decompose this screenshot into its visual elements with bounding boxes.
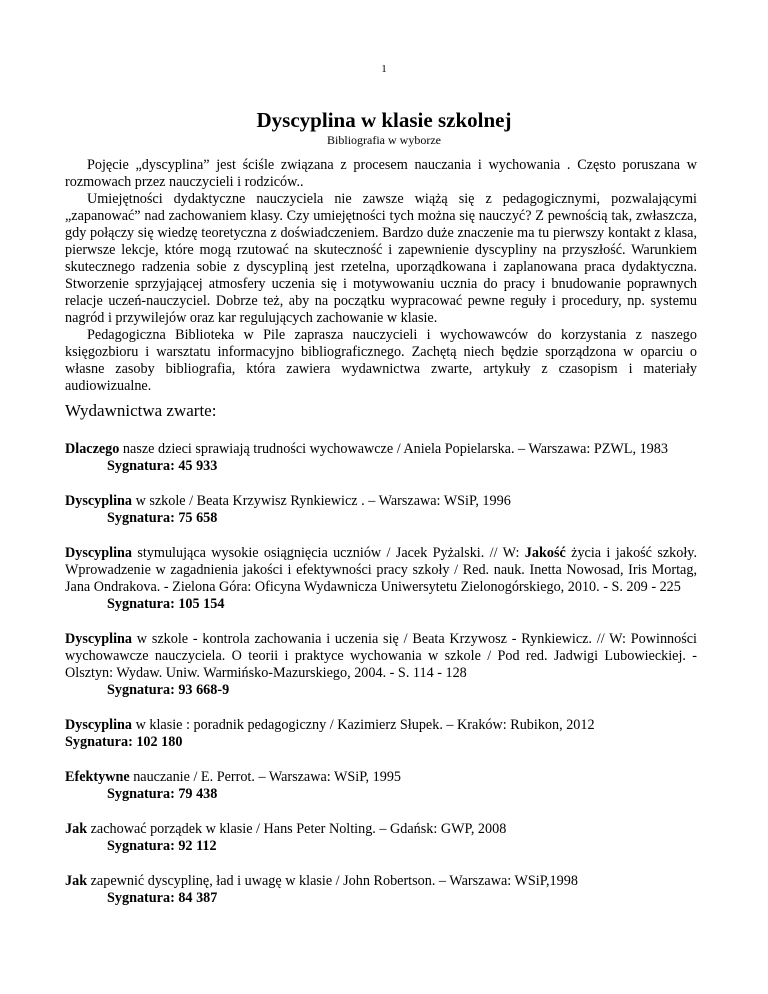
entry-text: nasze dzieci sprawiają trudności wychowawcze / Aniela Popielarska. – Warszawa: PZWL, 1983 bbox=[119, 441, 668, 457]
page-title: Dyscyplina w klasie szkolnej bbox=[256, 108, 512, 132]
entry-inner-bold: Jakość bbox=[524, 545, 566, 561]
entry-lead-word: Dyscyplina bbox=[65, 631, 133, 647]
bibliography-entry bbox=[65, 769, 697, 803]
entry-text: w szkole / Beata Krzywisz Rynkiewicz . – Warszawa: WSiP, 1996 bbox=[132, 493, 511, 509]
bibliography-entry bbox=[65, 631, 697, 699]
intro-paragraph: Umiejętności dydaktyczne nauczyciela nie zawsze wiążą się z pedagogicznymi, pozwalającymi „zapanować” nad zachowaniem klasy. Czy umiejętności tych można się nauczyć? Z pewnością tak, zwłaszcza, gdy połączy się wiedzę teoretyczna z doświadczeniem. Bardzo duże znaczenie ma tu pierwszy kontakt z klasa, pierwsze lekcje, które mogą rzutować na skuteczność i zapewnienie dyscypliny na przyszłość. Warunkiem skutecznego radzenia sobie z dyscypliną jest rzetelna, uporządkowana i zaplanowana praca dydaktyczna. Stworzenie sprzyjającej atmosfery uczenia się i motywowaniu ucznia do pracy i bnudowanie poprawnych relacje uczeń-nauczyciel. Dobrze też, aby na początku wypracować pewne reguły i procedury, np. systemu nagród i przywilejów oraz kar regulujących zachowanie w klasie. bbox=[65, 191, 697, 326]
entry-signature: Sygnatura: 84 387 bbox=[107, 890, 218, 906]
entry-lead-word: Dlaczego bbox=[65, 441, 120, 457]
entry-text: stymulująca wysokie osiągnięcia uczniów / Jacek Pyżalski. // W: bbox=[132, 545, 525, 561]
entry-text: w klasie : poradnik pedagogiczny / Kazimierz Słupek. – Kraków: Rubikon, 2012 bbox=[132, 717, 595, 733]
entry-lead-word: Jak bbox=[65, 873, 88, 889]
entry-signature: Sygnatura: 79 438 bbox=[107, 786, 218, 802]
entry-signature: Sygnatura: 93 668-9 bbox=[107, 682, 230, 698]
bibliography-list bbox=[65, 441, 697, 925]
entry-text: nauczanie / E. Perrot. – Warszawa: WSiP, 1995 bbox=[129, 769, 402, 785]
bibliography-entry bbox=[65, 873, 697, 907]
bibliography-entry bbox=[65, 441, 697, 475]
entry-signature: Sygnatura: 102 180 bbox=[65, 734, 183, 750]
page-subtitle: Bibliografia w wyborze bbox=[327, 133, 441, 147]
bibliography-entry bbox=[65, 717, 697, 751]
entry-text: w szkole - kontrola zachowania i uczenia się / Beata Krzywosz - Rynkiewicz. // W: Powinności wychowawcze nauczyciela. O teorii i praktyce wychowania w szkole / Pod red. Jadwigi Lubowieckiej. - Olsztyn: Wydaw. Uniw. Warmińsko-Mazurskiego, 2004. - S. 114 - 128 bbox=[65, 631, 697, 681]
entry-signature: Sygnatura: 92 112 bbox=[107, 838, 217, 854]
intro-paragraph: Pojęcie „dyscyplina” jest ściśle związana z procesem nauczania i wychowania . Często poruszana w rozmowach przez nauczycieli i rodziców.. bbox=[65, 157, 697, 190]
page-number: 1 bbox=[381, 63, 387, 75]
entry-signature: Sygnatura: 45 933 bbox=[107, 458, 218, 474]
entry-lead-word: Jak bbox=[65, 821, 88, 837]
entry-text: zapewnić dyscyplinę, ład i uwagę w klasie / John Robertson. – Warszawa: WSiP,1998 bbox=[87, 873, 578, 889]
entry-lead-word: Dyscyplina bbox=[65, 493, 133, 509]
bibliography-entry bbox=[65, 545, 697, 613]
entry-text-after: życia i jakość szkoły. Wprowadzenie w zagadnienia jakości i efektywności pracy szkoły / Red. nauk. Inetta Nowosad, Iris Mortag, Jana Ondrakova. - Zielona Góra: Oficyna Wydawnicza Uniwersytetu Zielonogórskiego, 2010. - S. 209 - 225 bbox=[65, 545, 697, 595]
entry-signature: Sygnatura: 105 154 bbox=[107, 596, 225, 612]
section-heading: Wydawnictwa zwarte: bbox=[65, 401, 217, 420]
entry-text: zachować porządek w klasie / Hans Peter Nolting. – Gdańsk: GWP, 2008 bbox=[87, 821, 507, 837]
entry-lead-word: Efektywne bbox=[65, 769, 130, 785]
intro-paragraph: Pedagogiczna Biblioteka w Pile zaprasza nauczycieli i wychowawców do korzystania z naszego księgozbioru i warsztatu informacyjno bibliograficznego. Zachętą niech będzie sporządzona w oparciu o własne zasoby bibliografia, która zawiera wydawnictwa zwarte, artykuły z czasopism i materiały audiowizualne. bbox=[65, 327, 697, 394]
entry-signature: Sygnatura: 75 658 bbox=[107, 510, 218, 526]
entry-lead-word: Dyscyplina bbox=[65, 545, 133, 561]
bibliography-entry bbox=[65, 821, 697, 855]
entry-lead-word: Dyscyplina bbox=[65, 717, 133, 733]
intro-section bbox=[65, 157, 697, 395]
bibliography-entry bbox=[65, 493, 697, 527]
